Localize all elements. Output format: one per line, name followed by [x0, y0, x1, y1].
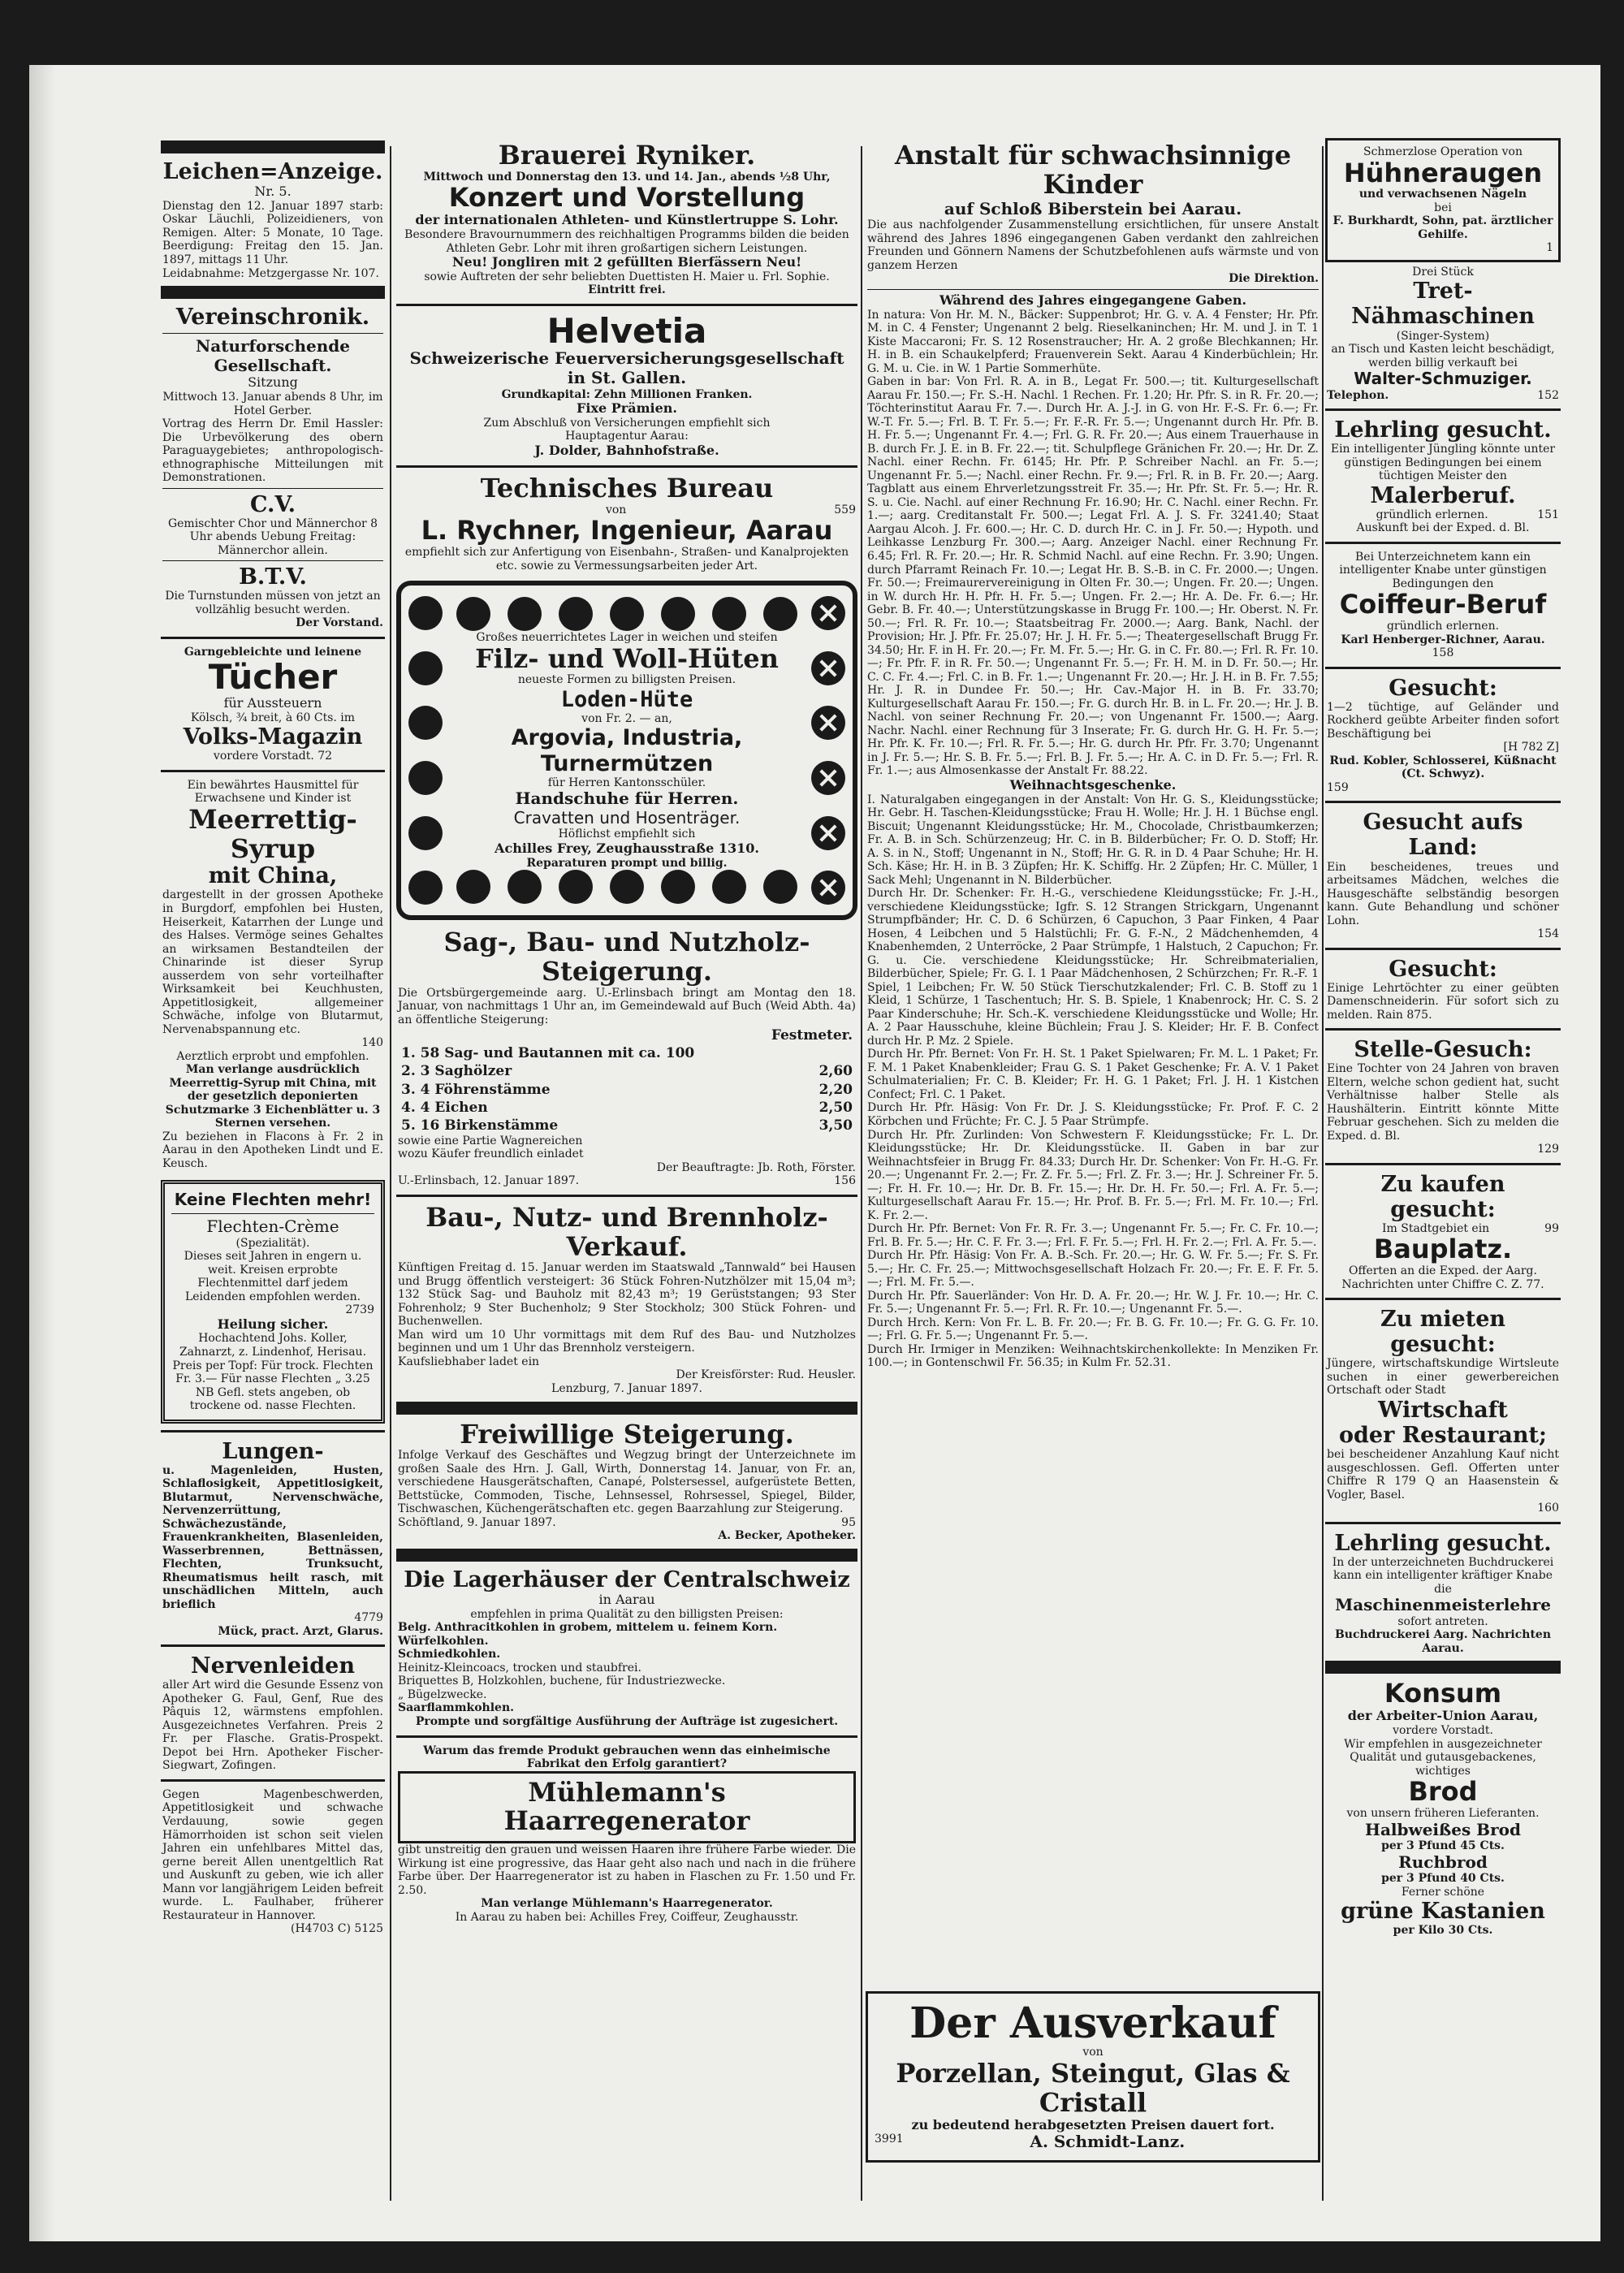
brewery-ad-new: Neu! Jongliren mit 2 gefüllten Bierfässern Neu! — [451, 254, 802, 270]
syrup-ad-recommended: Aerztlich erprobt und empfohlen. — [176, 1049, 369, 1063]
warehouse-offer: empfehlen in prima Qualität zu den billigsten Preisen: — [470, 1607, 784, 1621]
locksmith-title: Gesucht: — [1389, 675, 1497, 701]
black-bar — [161, 140, 385, 153]
wood-sale-note: Man wird um 10 Uhr vormittags mit dem Ruf des Bau- und Nutzholzes beginnen und um 1 Uhr das Brennholz versteigern. — [398, 1328, 856, 1355]
clearance-sale-from: von — [1082, 2046, 1104, 2059]
restaurant-or: oder Restaurant; — [1339, 1423, 1547, 1449]
warehouse-item: Briquettes B, Holzkohlen, buchene, für Industriezwecke. — [398, 1675, 726, 1688]
apprentice-painter-info: Auskunft bei der Exped. d. Bl. — [1356, 521, 1530, 535]
science-society-title: Naturforschende Gesellschaft. — [196, 336, 350, 375]
hat-ad-loden: Loden-Hüte — [560, 686, 693, 712]
lung-ad-title: Lungen- — [222, 1438, 324, 1464]
death-notice-body: Dienstag den 12. Januar 1897 starb: Oskar Läuchli, Polizeidieners, von Remigen. Alter: 5 Monate, 10 Tage. Beerdigung: Freitag den 15. Jan. 1897, mittags 11 Uhr. — [162, 199, 383, 266]
timber-auction-unit: Festmeter. — [771, 1027, 853, 1044]
dressmaker-ad — [1325, 953, 1561, 1026]
hat-ad-repairs: Reparaturen prompt und billig. — [526, 856, 728, 870]
lung-ad-body: u. Magenleiden, Husten, Schlaflosigkeit, Appetitlosigkeit, Blutarmut, Nervenschwäche, Nervenzerrüttung, Schwächezustände, Frauenkrankheiten, Blasenleiden, Wasserbrennen, Bettnässen, Flechten, Trunksucht, Rheumatismus heilt rasch, mit unschädlichen Mitteln, auch brieflich — [162, 1463, 383, 1611]
restaurant-number: 160 — [1537, 1502, 1559, 1515]
column-rule — [861, 146, 862, 2201]
voluntary-auction-date: Schöftland, 9. Januar 1897. — [398, 1515, 556, 1529]
hat-ad-caps: Argovia, Industria, Turnermützen — [511, 725, 743, 776]
helvetia-ad-capital: Grundkapital: Zehn Millionen Franken. — [501, 387, 753, 401]
hat-ad-border-top — [456, 597, 797, 631]
cloth-ad-title: Tücher — [208, 657, 338, 698]
warehouse-title: Die Lagerhäuser der Centralschweiz — [404, 1566, 850, 1592]
helvetia-ad-closing: Zum Abschluß von Versicherungen empfiehlt sich — [483, 416, 771, 430]
science-society-sub: Sitzung — [248, 374, 298, 391]
brewery-ad-free: Eintritt frei. — [588, 283, 666, 297]
locksmith-body: 1—2 tüchtige, auf Geländer und Rockherd geübte Arbeiter finden sofort Beschäftigung bei — [1327, 700, 1559, 741]
locksmith-name: Rud. Kobler, Schlosserei, Küßnacht (Ct. Schwyz). — [1329, 754, 1557, 781]
engineering-ad-number: 559 — [834, 503, 856, 516]
christmas-list: Durch Hr. Pfr. Häsig: Von Fr. A. B.-Sch. Fr. 20.—; Hr. G. W. Fr. 5.—; Fr. S. Fr. 5.—; Hr. C. Fr. 25.—; Mittwochsgesellschaft Holzach Fr. 20.—; Fr. E. F. Fr. 5.—; Frl. M. Fr. 5.—. — [867, 1249, 1319, 1290]
flechten-ad-body: Dieses seit Jahren in engern u. weit. Kreisen erprobte Flechtenmittel darf jedem Leidenden empfohlen werden. — [184, 1250, 362, 1303]
btv-title: B.T.V. — [239, 564, 307, 590]
locksmith-code: [H 782 Z] — [1503, 741, 1559, 754]
column-4 — [1325, 138, 1561, 2167]
warehouse-item: „ Bügelzwecke. — [398, 1687, 487, 1701]
stomach-ad — [161, 1785, 385, 1939]
bread-ad-further: Ferner schöne — [1401, 1885, 1485, 1899]
hat-ad-border-right — [807, 586, 849, 915]
building-lot-number: 99 — [1544, 1221, 1559, 1235]
hairdresser-ad — [1325, 547, 1561, 663]
lung-ad-number: 4779 — [354, 1611, 383, 1625]
corn-ad-top: Schmerzlose Operation von — [1363, 145, 1523, 158]
restaurant-title: Zu mieten gesucht: — [1380, 1307, 1506, 1358]
bread-ad-bread: Brod — [1408, 1776, 1478, 1808]
voluntary-auction-ad — [396, 1417, 857, 1546]
donations-kind: In natura: Von Hr. M. N., Bäcker: Suppenbrot; Hr. G. v. A. 4 Fenster; Hr. Pfr. M. in C. 4 Fenster; Ungenannt 2 belg. Rieselkaninchen; Hr. M. und J. in T. 1 Kiste Maccaroni; Fr. S. 12 Rosenstraucher; Hr. A. 2 große Blechkannen; Hr. H. in B. ein Schaukelpferd; Frauenverein Sekt. Aarau 4 Kinderbüchlein; Hr. G. M. u. Cie. in W. 1 Partie Sommerhüte. — [867, 308, 1319, 375]
hairdresser-name: Karl Henberger-Richner, Aarau. — [1341, 633, 1545, 646]
hairdresser-number: 158 — [1432, 646, 1454, 660]
hat-ad-title: Filz- und Woll-Hüten — [475, 642, 779, 674]
wood-sale-ad — [396, 1200, 857, 1399]
maid-title: Gesucht aufs Land: — [1363, 810, 1523, 861]
engineering-ad — [396, 471, 857, 576]
clearance-sale-name: A. Schmidt-Lanz. — [1030, 2132, 1186, 2152]
helvetia-ad-agent: J. Dolder, Bahnhofstraße. — [534, 442, 719, 458]
wood-sale-date: Lenzburg, 7. Januar 1897. — [551, 1382, 702, 1395]
institution-direction: Die Direktion. — [1229, 272, 1319, 286]
timber-auction-oak: sowie eine Partie Wagnereichen — [398, 1134, 583, 1147]
nerve-ad — [161, 1650, 385, 1776]
warehouse-item: Würfelkohlen. — [398, 1634, 489, 1648]
table-row: 1. 58 Sag- und Bautannen mit ca. 100 — [401, 1045, 695, 1062]
voluntary-auction-body: Infolge Verkauf des Geschäftes und Wegzug bringt der Unterzeichnete im großen Saale des Hrn. J. Gall, Wirth, Donnerstag 14. Januar, von Fr. an, verschiedene Hausgerätschaften, Canapé, Polstersessel, aufgerüstete Betten, Bettstücke, Commoden, Tische, Lehnsessel, Rohrsessel, Spiegel, Bilder, Tischwaschen, Küchengerätschaften etc. gegen Baarzahlung zur Steigerung. — [398, 1449, 856, 1516]
timber-auction-date: U.-Erlinsbach, 12. Januar 1897. — [398, 1174, 580, 1188]
nerve-ad-body: aller Art wird die Gesunde Essenz von Apotheker G. Faul, Genf, Rue des Pâquis 12, wärmstens empfohlen. Ausgezeichnetes Verfahren. Preis 2 Fr. per Flasche. Gratis-Prospekt. Depot bei Hrn. Apotheker Fischer-Siegwart, Zofingen. — [162, 1679, 383, 1773]
hairdresser-intro: Bei Unterzeichnetem kann ein intelligenter Knabe unter günstigen Bedingungen den — [1339, 550, 1547, 590]
helvetia-ad-agency: Hauptagentur Aarau: — [565, 430, 689, 443]
page-binding-shadow — [29, 65, 55, 2241]
bread-ad — [1325, 1676, 1561, 1940]
position-wanted-number: 129 — [1537, 1143, 1559, 1156]
clearance-sale-ad — [866, 1991, 1320, 2163]
bread-ad-chestnuts-price: per Kilo 30 Cts. — [1393, 1924, 1493, 1938]
bread-ad-rye-price: per 3 Pfund 40 Cts. — [1381, 1872, 1505, 1886]
sewing-machine-phone: Telephon. — [1327, 388, 1389, 402]
brewery-ad-title: Brauerei Ryniker. — [498, 140, 756, 171]
warehouse-place: in Aarau — [598, 1592, 655, 1607]
corn-ad-name: F. Burkhardt, Sohn, pat. ärztlicher Gehilfe. — [1332, 214, 1553, 241]
sewing-machine-number: 152 — [1537, 388, 1559, 402]
flechten-ad-title: Keine Flechten mehr! — [174, 1190, 372, 1210]
hair-ad-body: gibt unstreitig den grauen und weissen Haaren ihre frühere Farbe wieder. Die Wirkung ist eine progressive, das Haar geht also nach und nach in die frühere Farbe über. Der Haarregenerator ist zu haben in Flaschen zu Fr. 1.50 und Fr. 2.50. — [398, 1843, 856, 1897]
clearance-sale-prices: zu bedeutend herabgesetzten Preisen dauert fort. — [911, 2116, 1275, 2133]
corn-ad-title: Hühneraugen — [1343, 157, 1543, 188]
engineering-ad-from: von — [605, 503, 627, 516]
hat-ad-top: Großes neuerrichtetes Lager in weichen und steifen — [476, 631, 778, 645]
engineering-ad-body: empfiehlt sich zur Anfertigung von Eisenbahn-, Straßen- und Kanalprojekten etc. sowie zu Vermessungsarbeiten jeder Art. — [404, 546, 849, 573]
warehouse-item: Belg. Anthracitkohlen in grobem, mittelem u. feinem Korn. — [398, 1621, 778, 1635]
syrup-ad-sub: mit China, — [208, 863, 338, 889]
bread-ad-title: Konsum — [1384, 1678, 1502, 1709]
timber-auction-number: 156 — [834, 1174, 856, 1188]
hat-ad-gloves: Handschuhe für Herren. — [515, 789, 739, 809]
cloth-ad-sub: für Aussteuern — [223, 694, 322, 711]
brewery-ad — [396, 138, 857, 300]
building-lot-sub: Im Stadtgebiet ein — [1381, 1221, 1490, 1235]
clearance-sale-number: 3991 — [875, 2133, 904, 2146]
cv-title: C.V. — [249, 491, 296, 517]
printer-apprentice-title: Lehrling gesucht. — [1334, 1530, 1552, 1556]
flechten-ad-note: NB Gefl. stets angeben, ob trockene od. nasse Flechten. — [189, 1385, 356, 1413]
flechten-ad-price: Preis per Topf: Für trock. Flechten Fr. 3.— Für nasse Flechten „ 3.25 — [172, 1359, 374, 1386]
christmas-list: Durch Hr. Pfr. Sauerländer: Von Hr. D. A. Fr. 20.—; Hr. W. J. Fr. 10.—; Hr. C. Fr. 5.—; Ungenannt Fr. 5.—; Frl. R. Fr. 10.—; Ungenannt Fr. 5.—. — [867, 1289, 1319, 1316]
corn-ad — [1325, 138, 1561, 262]
table-row: 3. 4 Föhrenstämme 2,20 — [401, 1081, 853, 1098]
printer-apprentice-ad — [1325, 1528, 1561, 1659]
dressmaker-title: Gesucht: — [1389, 956, 1497, 982]
flechten-ad-name: Flechten-Crème — [206, 1216, 339, 1236]
btv-body: Die Turnstunden müssen von jetzt an vollzählig besucht werden. — [165, 590, 381, 616]
maid-body: Ein bescheidenes, treues und arbeitsames Mädchen, welches die Hausgeschäfte selbständig besorgen kann. Gute Behandlung und schöner Lohn. — [1327, 860, 1559, 927]
sewing-machine-top: Drei Stück — [1412, 265, 1474, 279]
printer-apprentice-footer: sofort antreten. — [1397, 1614, 1488, 1628]
flechten-ad-sign: Hochachtend Johs. Koller, Zahnarzt, z. Lindenhof, Herisau. — [179, 1332, 367, 1359]
restaurant-inn: Wirtschaft — [1378, 1397, 1508, 1423]
lung-ad-sign: Mück, pract. Arzt, Glarus. — [218, 1624, 383, 1638]
syrup-ad — [161, 776, 385, 1174]
flechten-ad-cure: Heilung sicher. — [217, 1316, 329, 1332]
helvetia-ad-fixed: Fixe Prämien. — [577, 400, 677, 417]
table-row: 5. 16 Birkenstämme 3,50 — [401, 1117, 853, 1134]
building-lot-ad — [1325, 1169, 1561, 1294]
hat-ad-border-bottom — [456, 870, 797, 904]
apprentice-painter-number: 151 — [1537, 508, 1559, 521]
apprentice-painter-trade: Malerberuf. — [1370, 482, 1516, 508]
death-notice — [161, 156, 385, 283]
cloth-ad-address: vordere Vorstadt. — [213, 750, 314, 763]
timber-auction-sign: Der Beauftragte: Jb. Roth, Förster. — [656, 1160, 856, 1174]
sewing-machine-title: Tret-Nähmaschinen — [1351, 279, 1535, 330]
christmas-heading: Weihnachtsgeschenke. — [1009, 776, 1177, 793]
corn-ad-number: 1 — [1546, 241, 1553, 255]
hat-ad — [396, 581, 857, 920]
restaurant-footer: bei bescheidener Anzahlung Kauf nicht ausgeschlossen. Gefl. Offerten unter Chiffre R 179 Q an Haasenstein & Vogler, Basel. — [1327, 1448, 1559, 1502]
btv-sign: Der Vorstand. — [296, 616, 383, 630]
syrup-ad-footer: Zu beziehen in Flacons à Fr. 2 in Aarau in den Apotheken Lindt und E. Keusch. — [162, 1130, 383, 1170]
christmas-list: I. Naturalgaben eingegangen in der Anstalt: Von Hr. G. S., Kleidungsstücke; Hr. Gebr. H. Taschen-Kleidungsstücke; Frau H. Wolle; Hr. J. H. 1 Büchse engl. Biscuit; Ungenannt Kleidungsstücke; Hr. M., Chocolade, Christbaumkerzen; Fr. A. B. in Sch. Schürzenzeug; Hr. C. in B. Bilderbücher; Fr. O. D. Stoff; Hr. A. S. in N., Stoff; Ungenannt in N., Stoff; Hr. G. R. in D. 4 Paar Schuhe; Hr. H. Sch. Käse; Hr. H. in B. 3 Züpfen; Hr. K. Schiffg. Hr. 2 Züpfen; Hr. C. Müller, 1 Sack Mehl; Ungenannt in N. Bilderbücher. — [867, 793, 1319, 887]
hair-ad-question: Warum das fremde Produkt gebrauchen wenn das einheimische Fabrikat den Erfolg garantiert? — [423, 1744, 831, 1771]
position-wanted-ad — [1325, 1034, 1561, 1160]
sewing-machine-name: Walter-Schmuziger. — [1354, 369, 1532, 389]
wood-sale-sign: Der Kreisförster: Rud. Heusler. — [676, 1368, 856, 1382]
syrup-ad-body: dargestellt in der grossen Apotheke in Burgdorf, empfohlen bei Husten, Heiserkeit, Katarrhen der Lunge und des Halses. Vermöge seines Gehaltes an wirksamen Bestandteilen der Chinarinde ist dieser Syrup ausserdem von sehr vorteilhafter Wirksamkeit bei Keuchhusten, Appetitlosigkeit, allgemeiner Schwäche, infolge von Blutarmut, Nervenabspannung etc. — [162, 888, 383, 1036]
locksmith-ad — [1325, 672, 1561, 798]
helvetia-ad-title: Helvetia — [546, 310, 707, 351]
column-2 — [396, 138, 857, 2167]
christmas-list: Durch Hr. Pfr. Häsig: Von Fr. Dr. J. S. Kleidungsstücke; Fr. Prof. F. C. 2 Körbchen und Früchte; Fr. C. J. 5 Paar Strümpfe. — [867, 1101, 1319, 1128]
clearance-sale-title: Der Ausverkauf — [909, 1998, 1276, 2048]
hair-ad-depot: In Aarau zu haben bei: Achilles Frey, Coiffeur, Zeughausstr. — [455, 1910, 799, 1924]
sewing-machine-sub: (Singer-System) — [1396, 329, 1490, 343]
bread-ad-sub: der Arbeiter-Union Aarau, — [1347, 1708, 1539, 1724]
column-rule — [1322, 146, 1324, 2201]
table-row: 4. 4 Eichen 2,50 — [401, 1099, 853, 1116]
warehouse-item: Heinitz-Kleincoacs, trocken und staubfrei. — [398, 1661, 641, 1675]
lung-ad — [161, 1436, 385, 1642]
brewery-ad-sub: der internationalen Athleten- und Künstlertruppe S. Lohr. — [415, 212, 839, 228]
corn-ad-sub: und verwachsenen Nägeln — [1358, 188, 1527, 201]
club-chronicle-title: Vereinschronik. — [175, 305, 370, 331]
timber-auction-invite: wozu Käufer freundlich einladet — [398, 1147, 584, 1161]
christmas-list: Durch Hr. Pfr. Bernet: Von Fr. H. St. 1 Paket Spielwaren; Fr. M. L. 1 Paket; Fr. F. M. 1 Paket Knabenkleider; Frau G. S. 1 Paket Geschenke; Fr. A. V. 1 Paket Schulmaterialien; Fr. C. B. Kleider; Fr. H. G. 1 Paket; Frl. J. H. 1 Kistchen Confect; Frl. C. 1 Paket. — [867, 1048, 1319, 1101]
hat-ad-border-left — [404, 586, 447, 915]
hat-ad-ties: Cravatten und Hosenträger. — [513, 807, 741, 828]
brewery-ad-headline: Konzert und Vorstellung — [448, 182, 806, 214]
engineering-ad-title: Technisches Bureau — [480, 472, 774, 503]
table-row: 2. 3 Saghölzer 2,60 — [401, 1063, 853, 1080]
printer-apprentice-sign: Buchdruckerei Aarg. Nachrichten Aarau. — [1334, 1628, 1552, 1655]
christmas-list: Durch Hr. Irmiger in Menziken: Weihnachtskirchenkollekte: In Menziken Fr. 100.—; in Gontenschwil Fr. 56.35; in Kulm Fr. 52.31. — [867, 1342, 1319, 1370]
hat-ad-from: von Fr. 2. — an, — [581, 711, 672, 725]
hairdresser-title: Coiffeur-Beruf — [1339, 589, 1547, 620]
apprentice-painter-footer: gründlich erlernen. — [1376, 508, 1488, 521]
building-lot-title: Zu kaufen gesucht: — [1380, 1171, 1505, 1222]
warehouse-ad — [396, 1564, 857, 1732]
brewery-ad-body: Besondere Bravournummern des reichhaltigen Programms bilden die beiden Athleten Gebr. Lohr mit ihren großartigen sichern Leistungen. — [404, 228, 849, 255]
timber-auction-title: Sag-, Bau- und Nutzholz-Steigerung. — [443, 927, 810, 987]
hat-ad-students: für Herren Kantonsschüler. — [547, 776, 706, 789]
institution-title: Anstalt für schwachsinnige Kinder — [894, 140, 1292, 200]
voluntary-auction-sign: A. Becker, Apotheker. — [718, 1529, 856, 1543]
sewing-machine-ad — [1325, 262, 1561, 405]
apprentice-painter-body: Ein intelligenter Jüngling könnte unter günstigen Bedingungen bei einem tüchtigen Meister den — [1330, 443, 1556, 483]
hat-ad-polite: Höflichst empfiehlt sich — [558, 828, 696, 841]
syrup-ad-warning: Man verlange ausdrücklich Meerrettig-Syrup mit China, mit der gesetzlich deponierten Schutzmarke 3 Eichenblätter u. 3 Sternen versehen. — [165, 1063, 381, 1130]
club-chronicle — [161, 301, 385, 633]
syrup-ad-intro: Ein bewährtes Hausmittel für Erwachsene und Kinder ist — [187, 778, 359, 806]
flechten-ad — [161, 1180, 385, 1423]
position-wanted-body: Eine Tochter von 24 Jahren von braven Eltern, welche schon gedient hat, sucht Verhältnisse halber Stelle als Haushälterin. Eintritt könnte Mitte Februar geschehen. Sich zu melden die Exped. d. Bl. — [1327, 1062, 1559, 1143]
restaurant-ad — [1325, 1303, 1561, 1518]
printer-apprentice-trade: Maschinenmeisterlehre — [1335, 1595, 1551, 1615]
christmas-list: Durch Hr. Pfr. Bernet: Von Fr. R. Fr. 3.—; Ungenannt Fr. 5.—; Fr. C. Fr. 10.—; Frl. B. Fr. 5.—; Hr. C. F. Fr. 3.—; Frl. F. Fr. 5.—; Frl. H. Fr. 2.—; Frl. A. Fr. 5.—. — [867, 1222, 1319, 1249]
cloth-ad-top: Garngebleichte und leinene — [184, 645, 362, 659]
engineering-ad-name: L. Rychner, Ingenieur, Aarau — [421, 515, 833, 547]
brewery-ad-duet: sowie Auftreten der sehr beliebten Duettisten H. Maier u. Frl. Sophie. — [424, 270, 830, 283]
timber-auction-table — [398, 1026, 856, 1134]
hairdresser-footer: gründlich erlernen. — [1386, 620, 1500, 633]
christmas-list: Durch Hrch. Kern: Von Fr. L. B. Fr. 20.—; Fr. B. G. Fr. 10.—; Fr. G. G. Fr. 10.—; Frl. G. Fr. 5.—; Ungenannt Fr. 5.—. — [867, 1316, 1319, 1343]
maid-number: 154 — [1537, 927, 1559, 941]
locksmith-number: 159 — [1327, 780, 1349, 794]
hair-ad-demand: Man verlange Mühlemann's Haarregenerator. — [481, 1897, 773, 1911]
restaurant-body: Jüngere, wirtschaftskundige Wirtsleute suchen in einer gewerbereichen Ortschaft oder Stadt — [1327, 1357, 1559, 1398]
voluntary-auction-number: 95 — [841, 1515, 856, 1529]
dressmaker-body: Einige Lehrtöchter zu einer geübten Damenschneiderin. Für sofort sich zu melden. Rain 875. — [1327, 981, 1559, 1022]
clearance-sale-goods: Porzellan, Steingut, Glas & Cristall — [896, 2057, 1290, 2118]
death-notice-title: Leichen=Anzeige. — [162, 159, 383, 184]
cloth-ad — [161, 642, 385, 767]
position-wanted-title: Stelle-Gesuch: — [1354, 1037, 1532, 1063]
flechten-ad-number: 2739 — [345, 1303, 374, 1317]
flechten-ad-spec: (Spezialität). — [235, 1236, 310, 1250]
building-lot-item: Bauplatz. — [1373, 1234, 1513, 1265]
syrup-ad-number: 140 — [361, 1036, 383, 1050]
bread-ad-rye: Ruchbrod — [1398, 1852, 1488, 1872]
cv-body: Gemischter Chor und Männerchor 8 Uhr abends Uebung Freitag: Männerchor allein. — [167, 516, 378, 557]
institution-report — [866, 138, 1320, 1373]
warehouse-item: Saarflammkohlen. — [398, 1701, 515, 1715]
institution-subtitle: auf Schloß Biberstein bei Aarau. — [944, 198, 1242, 218]
sewing-machine-body: an Tisch und Kasten leicht beschädigt, werden billig verkauft bei — [1331, 343, 1555, 369]
donations-cash: Gaben in bar: Von Frl. R. A. in B., Legat Fr. 500.—; tit. Kulturgesellschaft Aarau Fr. 150.—; Fr. S.-H. Nachl. 1 Rechen. Fr. 1.20; Hr. Pfr. S. in R. Fr. 20.—; Töchterinstitut Aarau Fr. 7.—. Durch Hr. A. J.-J. in G. von Hr. F.-S. Fr. 6.—; Fr. W.-T. Fr. 5.—; Frl. B. T. Fr. 5.—; Fr. F.-R. Fr. 5.—; Ungenannt durch Hr. Pfr. B. H. Fr. 5.—; Ungenannt Fr. 4.—; Frl. G. R. Fr. 20.—; Aus einem Trauerhause in B. durch Fr. J. E. in B. Fr. 22.—; tit. Schulpflege Gränichen Fr. 20.—; Hr. Dr. Z. Nachl. einer Rechn. Fr. 6145; Hr. Pfr. P. Schreiber Nachl. an Fr. 5.—; Ungenannt Fr. 5.—; Nachl. einer Rechn. Fr. 9.—; Frl. R. in B. Fr. 20.—; Aarg. Tagblatt aus einem Ehrverletzungsstreit Fr. 35.—; Hr. Pfr. St. Fr. 5.—; Hr. R. S. u. Cie. Nachl. auf einer Rechnung Fr. 16.90; Hr. C. Nachl. einer Rechn. Fr. 1.—; aarg. Creditanstalt Fr. 500.—; Legat Frl. A. J. S. Fr. 3241.40; Staat Aargau Alcoh. J. Fr. 600.—; Hr. C. D. durch Hr. C. in J. Fr. 50.—; Hypoth. und Leihkasse Lenzburg Fr. 300.—; Aarg. Anzeiger Nachl. einer Rechnung Fr. 6.45; Frl. R. Fr. 20.—; Hr. R. Schmid Nachl. auf eine Rechn. Fr. 3.90; Ungen. durch Pfarramt Reinach Fr. 10.—; Legat Hr. B. S.-B. in C. Fr. 2000.—; Ungen. Fr. 50.—; Freimaurervereinigung in Olten Fr. 30.—; Ungen. Fr. 20.—; Ungen. in W. durch Hr. H. Pfr. H. Fr. 5.—; Ungen. Fr. 2.—; Hr. A. De. Fr. 6.—; Hr. Gebr. B. Fr. 40.—; Unterstützungskasse in Brugg Fr. 100.—; Hr. Oberst. N. Fr. 50.—; Frl. R. Fr. 10.—; Staatsbeitrag Fr. 2000.—; Aarg. Bank, Nachl. der Provision; Hr. J. Pfr. Fr. 25.07; Hr. J. H. Fr. 5.—; Theatergesellschaft Brugg Fr. 34.50; Hr. F. in H. Fr. 20.—; Fr. M. Fr. 5.—; Hr. G. in C. Fr. 80.—; Frl. R. Fr. 10.—; Fr. Pfr. F. in R. Fr. 50.—; Ungenannt Fr. 5.—; Fr. H. M. in D. Fr. 50.—; Hr. C. C. Fr. 4.—; Frl. C. in B. Fr. 1.—; Ungenannt Fr. 20.—; Hr. J. H. in B. Fr. 7.55; Hr. J. R. in Dundee Fr. 50.—; Hr. Cav.-Major H. in B. Fr. 33.70; Kulturgesellschaft Aarau Fr. 150.—; Fr. G. durch Hr. B. in L. Fr. 20.—; Hr. J. B. Nachl. von seiner Rechnung Fr. 20.—; von Ungenannt Fr. 1500.—; Aarg. Nachr. Nachl. einer Rechnung für 3 Inserate; Fr. G. durch Hr. G. H. Fr. 5.—; Hr. Pfr. K. Fr. 10.—; Frl. R. Fr. 5.—; Hr. G. durch Hr. Pfr. Fr. 3.70; Ungenannt in J. Fr. 5.—; Hr. S. B. Fr. 5.—; Frl. B. J. Fr. 5.—; Hr. A. C. in D. Fr. 5.—; Frl. R. Fr. 1.—; aus Almosenkasse der Anstalt Fr. 88.22. — [867, 375, 1319, 778]
hair-ad-title: Mühlemann's Haarregenerator — [398, 1771, 856, 1844]
bread-ad-halfwhite: Halbweißes Brod — [1365, 1819, 1521, 1839]
maid-ad — [1325, 806, 1561, 944]
wood-sale-body: Künftigen Freitag d. 15. Januar werden im Staatswald „Tannwald“ bei Hausen und Brugg öffentlich versteigert: 36 Stück Fohren-Nutzhölzer mit 15,04 m³; 132 Stück Sag- und Bauholz mit 82,43 m³; 19 Gerüststangen; 93 Ster Fohrenholz; 9 Ster Buchenholz; 9 Ster Stockholz; 300 Stück Fohren- und Buchenwellen. — [398, 1261, 856, 1329]
christmas-list: Durch Hr. Pfr. Zurlinden: Von Schwestern F. Kleidungsstücke; Fr. L. Dr. Kleidungsstücke; Hr. Dr. Kleidungsstücke. II. Gaben in bar zur Weihnachtsfeier in Brugg Fr. 84.33; Durch Hr. Dr. Schenker: Von Fr. H.-G. Fr. 20.—; Ungenannt Fr. 2.—; Fr. Z. Fr. 5.—; Frl. Z. Fr. 3.—; Hr. J. Schreiner Fr. 5.—; Fr. H. Fr. 10.—; Hr. Dr. B. Fr. 15.—; Hr. Dr. H. Fr. 50.—; Frl. A. Fr. 5.—; Kulturgesellschaft Aarau Fr. 15.—; Hr. Prof. B. Fr. 5.—; Frl. M. Fr. 10.—; Frl. K. Fr. 2.—. — [867, 1128, 1319, 1222]
black-bar — [161, 286, 385, 299]
nerve-ad-title: Nervenleiden — [191, 1653, 355, 1679]
hair-ad — [396, 1741, 857, 1928]
helvetia-ad-sub: Schweizerische Feuerversicherungsgesellschaft in St. Gallen. — [409, 348, 844, 387]
timber-auction-body: Die Ortsbürgergemeinde aarg. U.-Erlinsbach bringt am Montag den 18. Januar, von nachmittags 1 Uhr an, im Gemeindewald auf Buch (Weid Abth. 4a) an öffentliche Steigerung: — [398, 986, 856, 1026]
death-notice-number: Nr. 5. — [254, 184, 292, 200]
christmas-list: Durch Hr. Dr. Schenker: Fr. H.-G., verschiedene Kleidungsstücke; Fr. J.-H., verschiedene Kleidungsstücke; Igfr. S. 12 Strangen Strickgarn, Ungenannt Strumpfbänder; Hr. C. D. 6 Schürzen, 6 Capuchon, 3 Paar Finken, 4 Paar Hosen, 4 Leibchen und 5 Halstüchli; Fr. G. F.-N., 2 Mädchenhemden, 4 Knabenhemden, 2 Unterröcke, 2 Paar Strümpfe, 1 Halstuch, 2 Capuchon; Fr. G. u. Cie. verschiedene Kleidungsstücke; Hr. Schreibmaterialien, Bilderbücher, Spiele; Fr. G. I. 1 Paar Mädchenhosen, 2 Schürzchen; Fr. R.-F. 1 Spiel, 1 Leibchen; Fr. W. 50 Stück Tierschutzkalender; Frl. C. B. Stoff zu 1 Kleid, 1 Schürze, 1 Taschentuch; Hr. S. B. Spiele, 1 Knabenrock; Hr. C. S. 2 Paar Kinderschuhe; Hr. Sch.-K. verschiedene Kleidungsstücke und Wolle; Hr. A. 2 Paar Hausschuhe, kleine Büchlein; Frau J. S. Kleider; Hr. F. B. Confect durch Hr. P. Mz. 2 Spiele. — [867, 887, 1319, 1048]
cloth-ad-body: Kölsch, ¾ breit, à 60 Cts. im — [190, 711, 356, 724]
voluntary-auction-title: Freiwillige Steigerung. — [460, 1418, 794, 1450]
donations-heading: Während des Jahres eingegangene Gaben. — [939, 292, 1247, 308]
warehouse-footer: Prompte und sorgfältige Ausführung der Aufträge ist zugesichert. — [415, 1715, 839, 1728]
bread-ad-body: Wir empfehlen in ausgezeichneter Qualität und gutausgebackenes, wichtiges — [1344, 1737, 1542, 1778]
hat-ad-sub: neueste Formen zu billigsten Preisen. — [517, 673, 736, 687]
hat-ad-name: Achilles Frey, Zeughausstraße 1310. — [495, 840, 759, 856]
wood-sale-invite: Kaufsliebhaber ladet ein — [398, 1355, 540, 1368]
printer-apprentice-body: In der unterzeichneten Buchdruckerei kann ein intelligenter kräftiger Knabe die — [1332, 1555, 1554, 1596]
bread-ad-chestnuts: grüne Kastanien — [1341, 1899, 1545, 1925]
building-lot-body: Offerten an die Exped. der Aarg. Nachrichten unter Chiffre C. Z. 77. — [1341, 1264, 1544, 1291]
apprentice-painter-title: Lehrling gesucht. — [1334, 417, 1552, 443]
cloth-ad-shop: Volks-Magazin — [183, 724, 363, 750]
stomach-ad-body: Gegen Magenbeschwerden, Appetitlosigkeit und schwache Verdauung, sowie gegen Hämorrhoiden ist schon seit vielen Jahren ein unfehlbares Mittel das, gerne bereit Allen unentgeltlich Rat und Auskunft zu geben, wie ich aller Mann vor langjährigem Leiden befreit wurde. L. Faulhaber, früherer Restaurateur in Hannover. — [162, 1787, 383, 1922]
brewery-ad-date: Mittwoch und Donnerstag den 13. und 14. Jan., abends ½8 Uhr, — [423, 170, 831, 184]
wood-sale-title: Bau-, Nutz- und Brennholz-Verkauf. — [425, 1201, 828, 1262]
bread-ad-address: vordere Vorstadt. — [1393, 1724, 1493, 1738]
corn-ad-at: bei — [1434, 201, 1452, 214]
timber-auction-ad — [396, 925, 857, 1191]
science-society-body: Mittwoch 13. Januar abends 8 Uhr, im Hotel Gerber. — [162, 391, 383, 417]
cloth-ad-number: 72 — [317, 750, 333, 763]
syrup-ad-title: Meerrettig-Syrup — [188, 803, 357, 864]
death-notice-footer: Leidabnahme: Metzgergasse Nr. 107. — [162, 266, 379, 280]
science-society-lecture: Vortrag des Herrn Dr. Emil Hassler: Die Urbevölkerung des obern Paraguaygebietes; anthropologisch-ethnographische Mitteilungen mit Demonstrationen. — [162, 417, 383, 485]
warehouse-item: Schmiedkohlen. — [398, 1648, 501, 1662]
bread-ad-halfwhite-price: per 3 Pfund 45 Cts. — [1381, 1839, 1505, 1853]
institution-intro: Die aus nachfolgender Zusammenstellung ersichtlichen, für unsere Anstalt während des Jahres 1896 eingegangenen Gaben verdankt den zahlreichen Freunden und Gönnern Namens der Schutzbefohlenen aufs wärmste und von ganzem Herzen — [867, 218, 1319, 272]
bread-ad-suppliers: von unsern früheren Lieferanten. — [1346, 1806, 1540, 1820]
apprentice-painter-ad — [1325, 414, 1561, 538]
stomach-ad-number: (H4703 C) 5125 — [290, 1922, 383, 1936]
column-3 — [866, 138, 1320, 2167]
column-rule — [390, 146, 391, 2201]
column-1 — [161, 138, 385, 2167]
helvetia-ad — [396, 309, 857, 462]
